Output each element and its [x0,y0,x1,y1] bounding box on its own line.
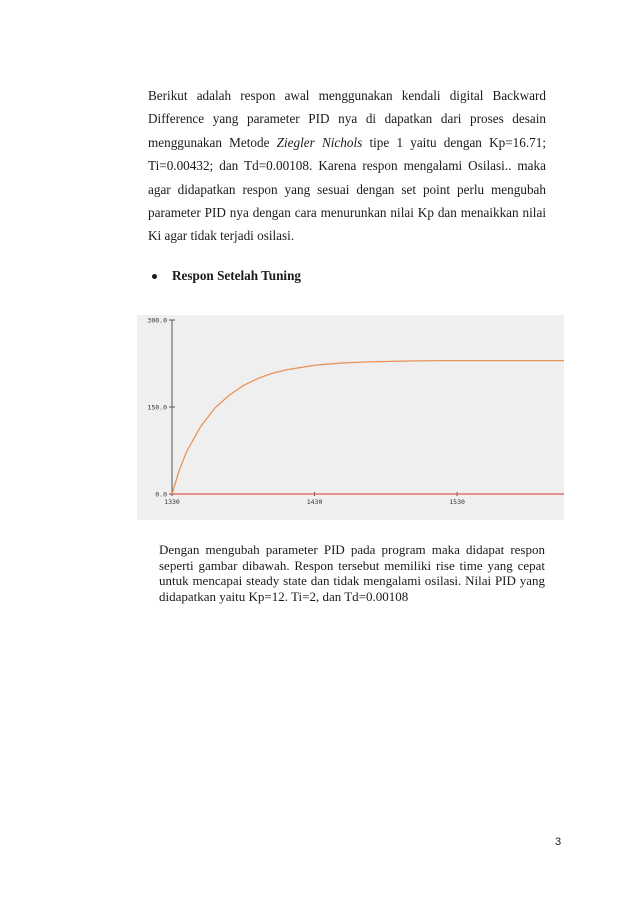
y-tick-label: 150.0 [147,403,167,412]
paragraph-intro-italic: Ziegler Nichols [276,134,363,150]
response-series-line [172,361,564,494]
bullet-heading [152,268,301,284]
x-tick-label: 1430 [306,498,323,506]
paragraph-result: Dengan mengubah parameter PID pada program maka didapat respon seperti gambar dibawah. Respon tersebut memiliki rise time yang cepat untuk mencapai steady state dan tidak mengalami osilasi. Nilai PID yang didapatkan yaitu Kp=12. Ti=2, dan Td=0.00108 [159,542,545,604]
page-number: 3 [555,836,562,848]
response-chart [137,315,564,520]
y-ticks [147,317,175,499]
x-tick-label: 1330 [164,498,180,506]
paragraph-intro [148,84,546,248]
y-tick-label: 0.0 [155,490,167,499]
paragraph-intro-part2: tipe 1 yaitu dengan Kp=16.71; Ti=0.00432; dan Td=0.00108. Karena respon mengalami Osilasi.. maka agar didapatkan respon yang sesuai dengan set point perlu mengubah parameter PID nya dengan cara menurunkan nilai Kp dan menaikkan nilai Ki agar tidak terjadi osilasi. [148,134,546,244]
y-tick-label: 300.0 [147,316,167,325]
bullet-heading-text: Respon Setelah Tuning [172,268,301,283]
chart-svg [137,315,564,520]
x-tick-label: 1530 [449,498,465,506]
bullet-dot-icon [152,274,157,279]
paragraph-intro-part1: Berikut adalah respon awal menggunakan kendali digital Backward Difference yang parameter PID nya di dapatkan dari proses desain menggunakan Metode [148,88,546,150]
